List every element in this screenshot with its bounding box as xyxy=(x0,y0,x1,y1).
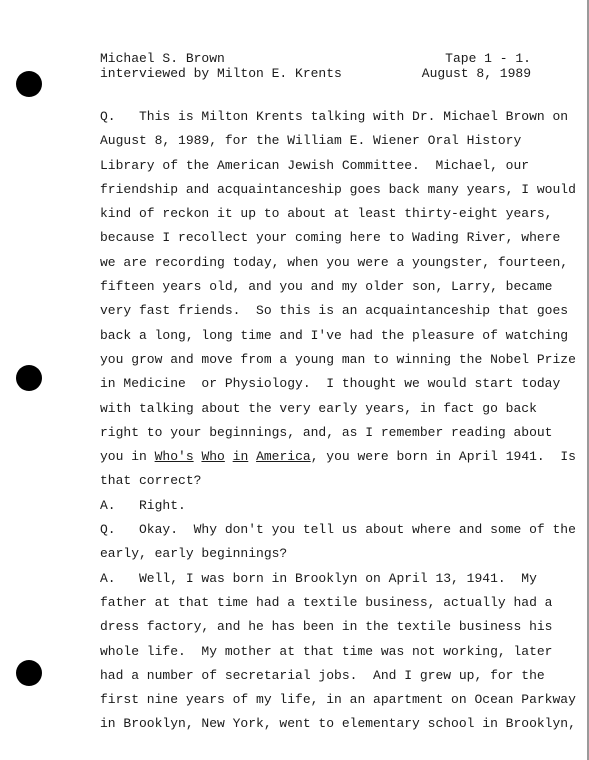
text-line: first nine years of my life, in an apartment on Ocean Parkway xyxy=(100,692,576,708)
text-line: you grow and move from a young man to winning the Nobel Prize xyxy=(100,351,576,367)
header-row-2 xyxy=(100,66,531,81)
text-line: Q. This is Milton Krents talking with Dr. Michael Brown on xyxy=(100,109,569,124)
text-line: friendship and acquaintanceship goes back many years, I would xyxy=(100,181,576,197)
text-line: right to your beginnings, and, as I remember reading about xyxy=(100,424,553,440)
header-row-1 xyxy=(100,51,531,66)
interview-date: August 8, 1989 xyxy=(421,66,531,81)
text-line: dress factory, and he has been in the textile business his xyxy=(100,619,553,635)
text-fragment xyxy=(248,449,256,464)
book-title-word: America xyxy=(256,449,311,465)
text-line: whole life. My mother at that time was not working, later xyxy=(100,643,553,659)
text-line: back a long, long time and I've had the pleasure of watching xyxy=(100,327,569,343)
text-fragment: , you were born in April 1941. Is xyxy=(310,449,576,465)
text-line: Library of the American Jewish Committee. Michael, our xyxy=(100,157,530,173)
text-line: A. Right. xyxy=(100,497,186,513)
text-fragment xyxy=(225,449,233,464)
text-line: Q. Okay. Why don't you tell us about where and some of the xyxy=(100,522,576,538)
text-fragment: you in xyxy=(100,449,155,465)
transcript-body xyxy=(100,105,576,737)
text-line: fifteen years old, and you and my older son, Larry, became xyxy=(100,279,553,295)
text-line: A. Well, I was born in Brooklyn on April 13, 1941. My xyxy=(100,570,537,586)
book-title-word: Who xyxy=(201,449,225,465)
book-title-word: in xyxy=(232,449,249,465)
text-line: had a number of secretarial jobs. And I grew up, for the xyxy=(100,667,545,683)
text-line-with-title xyxy=(100,445,576,469)
text-line: father at that time had a textile business, actually had a xyxy=(100,594,553,610)
text-line: with talking about the very early years, in fact go back xyxy=(100,400,537,416)
interviewer-line: interviewed by Milton E. Krents xyxy=(100,66,342,81)
text-line: because I recollect your coming here to Wading River, where xyxy=(100,230,561,246)
punch-hole-bottom xyxy=(16,660,42,686)
interviewee-name: Michael S. Brown xyxy=(100,51,225,66)
text-line: we are recording today, when you were a youngster, fourteen, xyxy=(100,254,569,270)
text-line: early, early beginnings? xyxy=(100,546,288,562)
transcript-header xyxy=(100,51,531,81)
text-line: in Medicine or Physiology. I thought we would start today xyxy=(100,376,561,392)
text-line: in Brooklyn, New York, went to elementary school in Brooklyn, xyxy=(100,716,576,732)
text-line: very fast friends. So this is an acquaintanceship that goes xyxy=(100,303,569,319)
text-line: August 8, 1989, for the William E. Wiener Oral History xyxy=(100,133,522,149)
tape-label: Tape 1 - 1. xyxy=(445,51,531,66)
book-title-word: Who's xyxy=(154,449,194,465)
text-line: that correct? xyxy=(100,473,202,489)
punch-hole-top xyxy=(16,71,42,97)
text-line: kind of reckon it up to about at least thirty-eight years, xyxy=(100,206,553,222)
punch-hole-middle xyxy=(16,365,42,391)
